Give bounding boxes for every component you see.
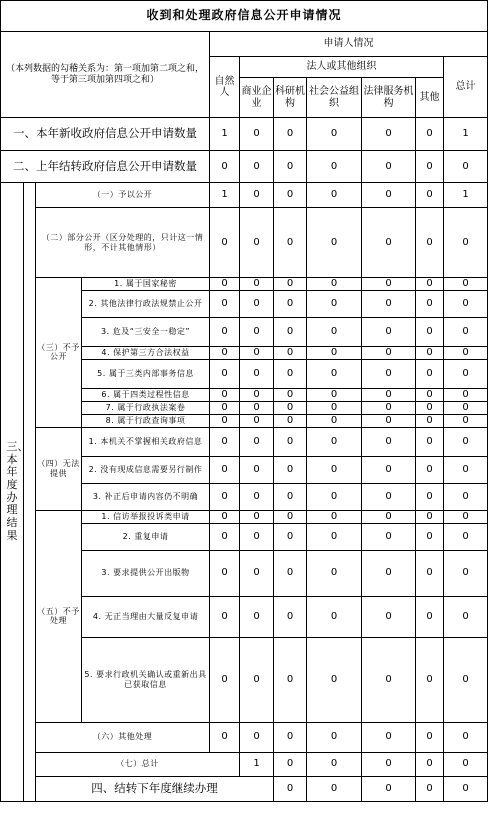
value-cell: 0: [307, 317, 362, 346]
value-cell: 0: [307, 151, 362, 183]
value-cell: 0: [362, 776, 416, 801]
value-cell: 0: [240, 151, 274, 183]
value-cell: 0: [444, 208, 488, 278]
value-cell: 0: [307, 346, 362, 359]
value-cell: 0: [362, 550, 416, 596]
value-cell: 0: [307, 183, 362, 208]
value-cell: 0: [444, 637, 488, 722]
value-cell: 0: [307, 208, 362, 278]
value-cell: 0: [416, 637, 444, 722]
value-cell: 0: [416, 550, 444, 596]
value-cell: 0: [210, 414, 240, 427]
balance-note: （本列数据的勾稽关系为：第一项加第二项之和，等于第三项加第四项之和）: [1, 32, 210, 118]
group-label: （五）不予处理: [36, 510, 82, 722]
table-row: [1, 776, 488, 801]
value-cell: 0: [307, 414, 362, 427]
value-cell: 0: [210, 151, 240, 183]
value-cell: 0: [210, 359, 240, 388]
table-row: [1, 151, 488, 183]
row-label: 1. 本机关不掌握相关政府信息: [82, 427, 210, 456]
value-cell: 0: [274, 510, 307, 523]
value-cell: 0: [362, 290, 416, 317]
value-cell: 0: [362, 317, 416, 346]
value-cell: 0: [362, 359, 416, 388]
col-other: 其他: [416, 78, 444, 118]
value-cell: 0: [307, 637, 362, 722]
value-cell: 0: [362, 722, 416, 752]
value-cell: 0: [240, 401, 274, 414]
value-cell: 0: [240, 290, 274, 317]
value-cell: 0: [307, 118, 362, 151]
value-cell: 0: [362, 427, 416, 456]
value-cell: 0: [416, 414, 444, 427]
value-cell: 0: [362, 208, 416, 278]
value-cell: 0: [240, 208, 274, 278]
row-label: 3. 补正后申请内容仍不明确: [82, 483, 210, 510]
table-row: [1, 722, 488, 752]
value-cell: 0: [416, 183, 444, 208]
value-cell: 0: [274, 359, 307, 388]
value-cell: 0: [240, 523, 274, 550]
value-cell: 0: [444, 523, 488, 550]
value-cell: 0: [210, 483, 240, 510]
col-commercial: 商业企业: [240, 78, 274, 118]
value-cell: 0: [274, 550, 307, 596]
value-cell: 0: [210, 388, 240, 401]
value-cell: 0: [444, 346, 488, 359]
value-cell: 0: [444, 427, 488, 456]
value-cell: 0: [416, 388, 444, 401]
row-label: 4. 无正当理由大量反复申请: [82, 596, 210, 637]
value-cell: 0: [240, 596, 274, 637]
value-cell: 0: [274, 183, 307, 208]
value-cell: 0: [362, 401, 416, 414]
value-cell: 0: [444, 596, 488, 637]
group-label: （三）不予公开: [36, 278, 82, 428]
value-cell: 0: [307, 359, 362, 388]
value-cell: 0: [444, 317, 488, 346]
value-cell: 0: [416, 510, 444, 523]
value-cell: 0: [416, 208, 444, 278]
applicant-header: 申请人情况: [210, 32, 488, 57]
value-cell: 0: [210, 401, 240, 414]
table-row: [1, 752, 488, 776]
value-cell: 0: [210, 317, 240, 346]
value-cell: 0: [444, 483, 488, 510]
value-cell: 0: [240, 183, 274, 208]
row-label: 2. 没有现成信息需要另行制作: [82, 456, 210, 483]
row-label: 二、上年结转政府信息公开申请数量: [1, 151, 210, 183]
value-cell: 0: [210, 346, 240, 359]
value-cell: 0: [240, 118, 274, 151]
value-cell: 0: [362, 596, 416, 637]
col-legal-service: 法律服务机构: [362, 78, 416, 118]
value-cell: 0: [362, 183, 416, 208]
row-label: （一）予以公开: [36, 183, 210, 208]
value-cell: 0: [274, 118, 307, 151]
table-row: [1, 118, 488, 151]
value-cell: 0: [307, 401, 362, 414]
value-cell: 0: [416, 346, 444, 359]
value-cell: 0: [416, 456, 444, 483]
legal-entity-header: 法人或其他组织: [240, 57, 444, 78]
row-label: （六）其他处理: [36, 722, 210, 752]
value-cell: 0: [362, 414, 416, 427]
value-cell: 0: [416, 317, 444, 346]
value-cell: 0: [416, 776, 444, 801]
value-cell: 0: [210, 427, 240, 456]
value-cell: 0: [274, 414, 307, 427]
value-cell: 0: [240, 722, 274, 752]
value-cell: 0: [240, 346, 274, 359]
value-cell: 0: [307, 510, 362, 523]
value-cell: 0: [416, 483, 444, 510]
value-cell: 0: [240, 278, 274, 291]
row-label: （二）部分公开（区分处理的，只计这一情形，不计其他情形）: [36, 208, 210, 278]
value-cell: 0: [416, 359, 444, 388]
value-cell: 0: [274, 722, 307, 752]
row-label: （七）总计: [36, 752, 240, 776]
value-cell: 0: [274, 456, 307, 483]
value-cell: 0: [416, 278, 444, 291]
value-cell: 0: [362, 346, 416, 359]
value-cell: 0: [444, 388, 488, 401]
value-cell: 0: [416, 290, 444, 317]
value-cell: 0: [307, 523, 362, 550]
value-cell: 0: [274, 317, 307, 346]
value-cell: 0: [274, 427, 307, 456]
table-row: [1, 510, 488, 523]
value-cell: 0: [416, 401, 444, 414]
value-cell: 0: [307, 596, 362, 637]
value-cell: 0: [274, 388, 307, 401]
value-cell: 0: [210, 596, 240, 637]
value-cell: 0: [416, 752, 444, 776]
value-cell: 0: [210, 208, 240, 278]
value-cell: 0: [240, 550, 274, 596]
value-cell: 0: [362, 388, 416, 401]
value-cell: 1: [210, 118, 240, 151]
value-cell: 0: [307, 427, 362, 456]
row-label: 2. 重复申请: [82, 523, 210, 550]
value-cell: 0: [240, 456, 274, 483]
value-cell: 0: [240, 637, 274, 722]
table-row: [1, 183, 488, 208]
value-cell: 0: [274, 401, 307, 414]
value-cell: 0: [240, 427, 274, 456]
value-cell: 0: [274, 776, 307, 801]
value-cell: 0: [240, 388, 274, 401]
value-cell: 0: [210, 550, 240, 596]
value-cell: 0: [307, 290, 362, 317]
value-cell: 0: [240, 414, 274, 427]
value-cell: 0: [416, 523, 444, 550]
value-cell: 0: [362, 752, 416, 776]
col-natural-person: 自然人: [210, 57, 240, 118]
value-cell: 0: [307, 456, 362, 483]
value-cell: 0: [416, 118, 444, 151]
value-cell: 0: [240, 510, 274, 523]
value-cell: 0: [274, 151, 307, 183]
value-cell: 0: [362, 151, 416, 183]
value-cell: 0: [444, 776, 488, 801]
value-cell: 0: [444, 414, 488, 427]
section-3-label: [1, 183, 29, 802]
row-label: 1. 属于国家秘密: [82, 278, 210, 291]
value-cell: 0: [444, 752, 488, 776]
value-cell: 0: [444, 510, 488, 523]
value-cell: 0: [210, 523, 240, 550]
value-cell: 0: [307, 722, 362, 752]
col-total: 总计: [444, 57, 488, 118]
row-label: 1. 信访举报投诉类申请: [82, 510, 210, 523]
section-3-text: 三、本年度办理结果: [6, 440, 29, 542]
value-cell: 0: [307, 278, 362, 291]
value-cell: 0: [416, 722, 444, 752]
value-cell: 0: [274, 523, 307, 550]
value-cell: 0: [416, 596, 444, 637]
value-cell: 0: [274, 208, 307, 278]
table-title: 收到和处理政府信息公开申请情况: [1, 1, 488, 32]
row-label: 3. 要求提供公开出版物: [82, 550, 210, 596]
value-cell: 0: [444, 151, 488, 183]
value-cell: 0: [210, 510, 240, 523]
table-row: [1, 208, 488, 278]
value-cell: 0: [307, 752, 362, 776]
row-label: 4. 保护第三方合法权益: [82, 346, 210, 359]
value-cell: 0: [210, 637, 240, 722]
value-cell: 0: [362, 637, 416, 722]
value-cell: 0: [362, 278, 416, 291]
value-cell: 0: [274, 346, 307, 359]
row-label: 6. 属于四类过程性信息: [82, 388, 210, 401]
col-nonprofit: 社会公益组织: [307, 78, 362, 118]
value-cell: 0: [416, 427, 444, 456]
value-cell: 0: [240, 317, 274, 346]
row-label: 8. 属于行政查询事项: [82, 414, 210, 427]
value-cell: 0: [210, 722, 240, 752]
row-label: 7. 属于行政执法案卷: [82, 401, 210, 414]
value-cell: 0: [444, 290, 488, 317]
value-cell: 0: [240, 359, 274, 388]
row-label: 3. 危及“三安全一稳定”: [82, 317, 210, 346]
value-cell: 0: [210, 456, 240, 483]
value-cell: 0: [307, 483, 362, 510]
value-cell: 0: [362, 523, 416, 550]
value-cell: 0: [210, 290, 240, 317]
value-cell: 0: [444, 401, 488, 414]
value-cell: 0: [274, 483, 307, 510]
value-cell: 0: [362, 483, 416, 510]
value-cell: 0: [274, 637, 307, 722]
col-research: 科研机构: [274, 78, 307, 118]
value-cell: 1: [210, 183, 240, 208]
value-cell: 0: [362, 456, 416, 483]
table-row: [1, 427, 488, 456]
value-cell: 1: [444, 183, 488, 208]
value-cell: 0: [307, 388, 362, 401]
value-cell: 1: [240, 752, 274, 776]
row-label: 5. 属于三类内部事务信息: [82, 359, 210, 388]
value-cell: 0: [274, 278, 307, 291]
value-cell: 0: [240, 483, 274, 510]
value-cell: 0: [362, 510, 416, 523]
row-label: 5. 要求行政机关确认或重新出具已获取信息: [82, 637, 210, 722]
title-row: [1, 1, 488, 32]
value-cell: 0: [444, 456, 488, 483]
header-row-1: [1, 32, 488, 57]
value-cell: 0: [362, 118, 416, 151]
value-cell: 0: [274, 752, 307, 776]
value-cell: 0: [444, 278, 488, 291]
group-label: （四）无法提供: [36, 427, 82, 510]
row-label: 一、本年新收政府信息公开申请数量: [1, 118, 210, 151]
section-3-spacer: [24, 183, 36, 802]
row-label: 四、结转下年度继续办理: [36, 776, 274, 801]
value-cell: 0: [416, 151, 444, 183]
value-cell: 0: [274, 290, 307, 317]
value-cell: 0: [307, 550, 362, 596]
value-cell: 1: [444, 118, 488, 151]
value-cell: 0: [307, 776, 362, 801]
value-cell: 0: [210, 278, 240, 291]
value-cell: 0: [444, 722, 488, 752]
value-cell: 0: [274, 596, 307, 637]
value-cell: 0: [444, 359, 488, 388]
row-label: 2. 其他法律行政法规禁止公开: [82, 290, 210, 317]
value-cell: 0: [444, 550, 488, 596]
table-row: [1, 278, 488, 291]
